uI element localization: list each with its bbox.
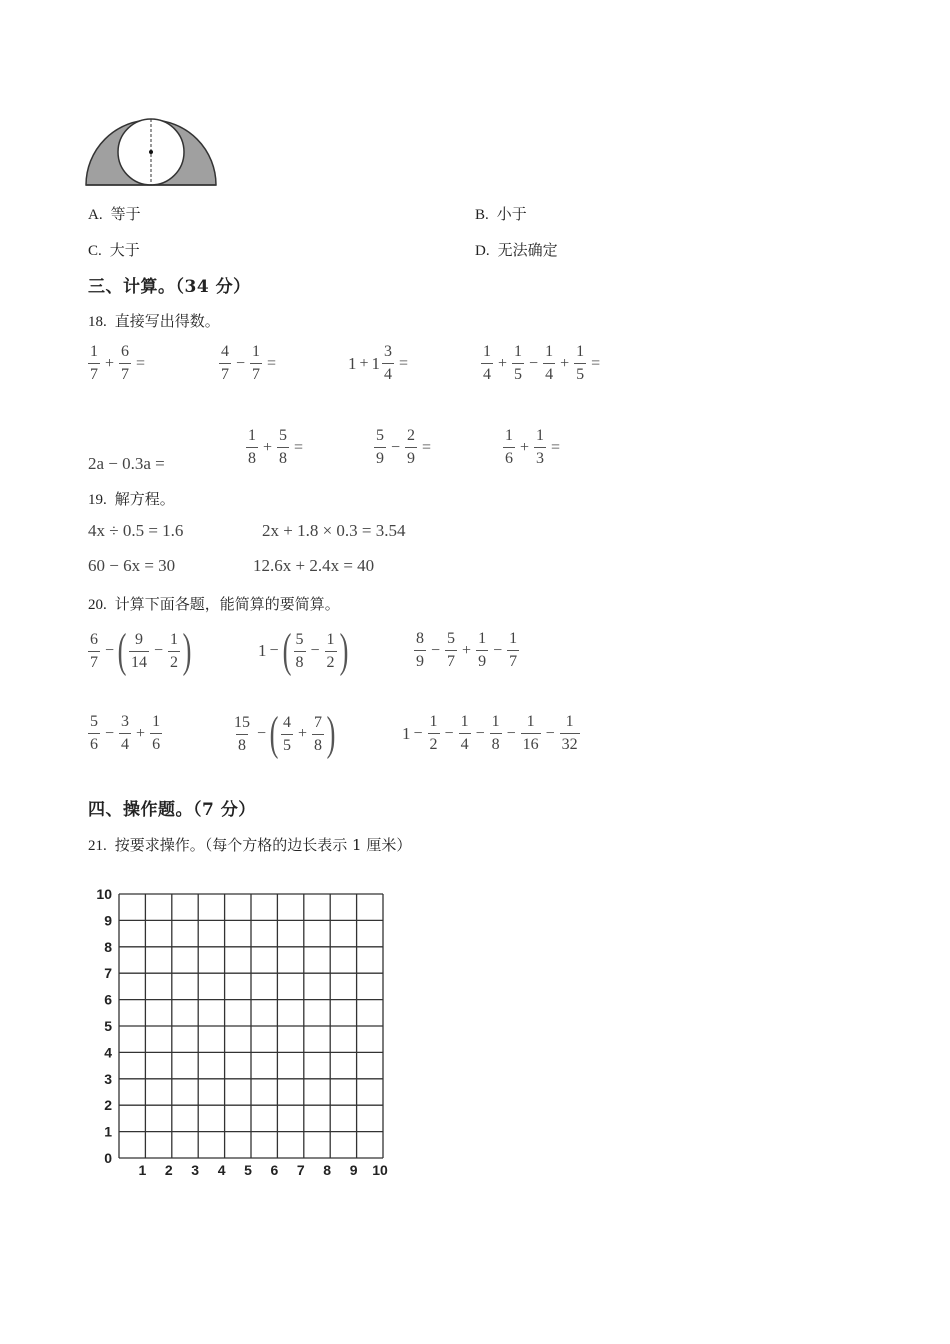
x-axis-label: 7 — [296, 1162, 305, 1178]
expr-18-8: $\frac{1}{6}$ + $\frac{1}{3}$ = — [505, 427, 561, 467]
equation-19-4: 12.6x + 2.4x = 40 — [253, 556, 375, 575]
expr-20-4: $\frac{5}{6}$ − $\frac{3}{4}$ + $\frac{1}{6}$ — [90, 713, 161, 753]
expr-20-3: $\frac{8}{9}$ − $\frac{5}{7}$ + $\frac{1}{9}$ − $\frac{1}{7}$ — [416, 630, 518, 670]
section-4-title: 四、操作题。（7 分） — [88, 800, 256, 820]
y-axis-label: 3 — [104, 1070, 112, 1087]
x-axis-label: 6 — [270, 1162, 279, 1178]
y-axis-label: 0 — [104, 1150, 112, 1166]
equation-19-1: 4x ÷ 0.5 = 1.6 — [88, 521, 184, 540]
x-axis-label: 1 — [138, 1162, 147, 1178]
question-18: 18. 直接写出得数。 — [88, 312, 220, 330]
question-21: 21. 按要求操作。（每个方格的边长表示 1 厘米） — [88, 836, 412, 854]
y-axis-label: 1 — [104, 1123, 112, 1140]
expr-20-5: $\frac{15}{8}$ − ( $\frac{4}{5}$ + $\frac{7}{8}$ ) — [234, 707, 336, 760]
expr-18-4: $\frac{1}{4}$ + $\frac{1}{5}$ − $\frac{1}{4}$ + $\frac{1}{5}$ = — [483, 343, 601, 383]
expr-20-6: 1 − $\frac{1}{2}$ − $\frac{1}{4}$ − $\frac{1}{8}$ − $\frac{1}{16}$ − $\frac{1}{32}$ — [402, 713, 578, 753]
question-20: 20. 计算下面各题，能简算的要简算。 — [88, 595, 340, 613]
expr-20-2: 1 − ( $\frac{5}{8}$ − $\frac{1}{2}$ ) — [258, 624, 348, 677]
expr-18-3: 1 + 1 $\frac{3}{4}$ = — [348, 343, 409, 383]
x-axis-label: 5 — [244, 1162, 252, 1178]
x-axis-label: 3 — [191, 1162, 200, 1178]
option-b[interactable]: B. 小于 — [475, 205, 527, 223]
x-axis-label: 4 — [217, 1162, 226, 1178]
option-d[interactable]: D. 无法确定 — [475, 241, 558, 259]
semicircle-figure — [84, 116, 220, 188]
y-axis-label: 7 — [104, 965, 112, 982]
x-axis-label: 10 — [372, 1162, 388, 1178]
expr-20-1: $\frac{6}{7}$ − ( $\frac{9}{14}$ − $\frac{1}{2}$ ) — [90, 624, 192, 677]
expr-18-7: $\frac{5}{9}$ − $\frac{2}{9}$ = — [376, 427, 432, 467]
x-axis-label: 8 — [323, 1162, 332, 1178]
y-axis-label: 5 — [104, 1018, 112, 1034]
option-c[interactable]: C. 大于 — [88, 241, 140, 259]
y-axis-label: 6 — [104, 991, 112, 1008]
expr-18-6: $\frac{1}{8}$ + $\frac{5}{8}$ = — [248, 427, 304, 467]
x-axis-label: 2 — [164, 1162, 173, 1178]
y-axis-label: 10 — [96, 886, 112, 902]
question-19: 19. 解方程。 — [88, 490, 175, 508]
option-a[interactable]: A. 等于 — [88, 205, 141, 223]
coordinate-grid[interactable] — [86, 874, 396, 1180]
y-axis-label: 8 — [104, 938, 112, 955]
y-axis-label: 2 — [104, 1097, 112, 1114]
expr-18-2: $\frac{4}{7}$ − $\frac{1}{7}$ = — [221, 343, 277, 383]
equation-19-2: 2x + 1.8 × 0.3 = 3.54 — [262, 521, 406, 540]
expr-18-1: $\frac{1}{7}$ + $\frac{6}{7}$ = — [90, 343, 146, 383]
y-axis-label: 4 — [104, 1044, 112, 1061]
y-axis-label: 9 — [104, 912, 112, 929]
equation-19-3: 60 − 6x = 30 — [88, 556, 176, 575]
x-axis-label: 9 — [349, 1162, 358, 1178]
expr-18-5: 2a − 0.3a = — [88, 454, 165, 473]
section-3-title: 三、计算。（34 分） — [88, 277, 251, 297]
